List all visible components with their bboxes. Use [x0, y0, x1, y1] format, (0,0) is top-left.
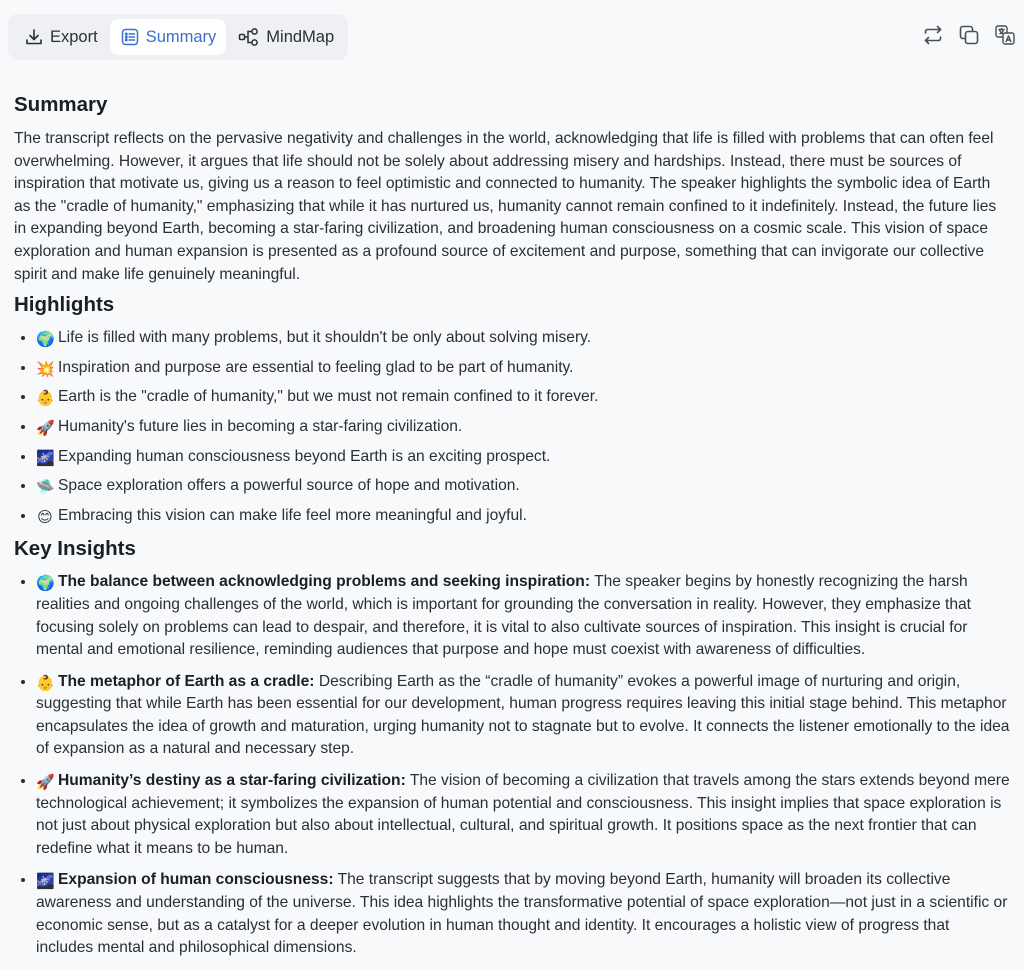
highlight-text: Expanding human consciousness beyond Earth is an exciting prospect. [58, 447, 551, 465]
tab-summary-label: Summary [145, 27, 217, 46]
highlight-text: Humanity's future lies in becoming a star-faring civilization. [58, 417, 463, 435]
insight-heading: Humanity’s destiny as a star-faring civilization: [58, 772, 406, 790]
ufo-icon: 🛸 [36, 479, 55, 497]
insight-heading: The balance between acknowledging problems and seeking inspiration: [58, 573, 591, 591]
view-toolbar [8, 14, 348, 60]
insight-item [36, 770, 1010, 860]
refresh-icon[interactable] [922, 24, 944, 46]
highlight-text: Life is filled with many problems, but it shouldn't be only about solving misery. [58, 329, 592, 347]
baby-icon: 👶 [36, 390, 55, 408]
tab-export[interactable] [14, 19, 108, 55]
insight-text: The vision of becoming a civilization that travels among the stars extends beyond mere technological achievement; it symbolizes the expansion of human potential and consciousness. This insight implies that space exploration is not just about physical exploration but also about intellectual, cultural, and spiritual growth. It positions space as the next frontier that can redefine what it means to be human. [36, 772, 1010, 857]
insight-heading: Expansion of human consciousness: [58, 871, 334, 889]
smile-icon: 😊 [37, 508, 53, 526]
globe-icon: 🌍 [36, 331, 55, 349]
insights-list [14, 571, 1010, 960]
highlights-heading: Highlights [14, 293, 115, 317]
insight-text: The transcript suggests that by moving beyond Earth, humanity will broaden its collective awareness and understanding of the universe. This idea highlights the transformative potential of space exploration—not just in a scientific or economic sense, but as a catalyst for a deeper evolution in human thought and identity. It encourages a holistic view of progress that includes mental and philosophical dimensions. [36, 871, 1008, 957]
insight-item [36, 571, 1010, 661]
summary-text: The transcript reflects on the pervasive negativity and challenges in the world, acknowledging that life is filled with problems that can often feel overwhelming. However, it argues that life should not be solely about addressing misery and hardships. Instead, there must be sources of inspiration that motivate us, giving us a reason to feel optimistic and connected to humanity. The speaker highlights the symbolic idea of Earth as the "cradle of humanity," emphasizing that while it has nurtured us, humanity cannot remain confined to it indefinitely. Instead, the future lies in expanding beyond Earth, becoming a star-faring civilization, and broadening human consciousness on a cosmic scale. This vision of space exploration and human expansion is presented as a profound source of excitement and purpose, something that can invigorate our collective spirit and make life genuinely meaningful. [14, 130, 997, 283]
insight-item [36, 671, 1010, 761]
highlight-item [36, 505, 1010, 528]
tab-summary[interactable] [110, 19, 227, 55]
list-icon [120, 27, 140, 47]
highlight-item [36, 327, 1010, 350]
tab-mindmap[interactable] [228, 19, 344, 55]
highlight-item [36, 357, 1010, 380]
rocket-icon: 🚀 [36, 419, 55, 437]
action-icons [922, 24, 1016, 46]
highlights-list [14, 327, 1010, 527]
download-icon [24, 27, 44, 47]
mindmap-icon [238, 27, 260, 47]
highlight-item [36, 416, 1010, 439]
galaxy-icon: 🌌 [36, 873, 55, 891]
copy-icon[interactable] [958, 24, 980, 46]
insight-item [36, 869, 1010, 959]
galaxy-icon: 🌌 [36, 449, 55, 467]
sparkle-icon: 💥 [36, 360, 55, 378]
globe-icon: 🌍 [36, 575, 55, 593]
baby-icon: 👶 [36, 674, 55, 692]
insights-heading: Key Insights [14, 537, 136, 561]
insight-text: Describing Earth as the “cradle of humanity” evokes a powerful image of nurturing and origin, suggesting that while Earth has been essential for our development, human progress requires leaving this initial stage behind. This metaphor encapsulates the idea of growth and maturation, urging humanity not to stagnate but to evolve. It connects the listener emotionally to the idea of expansion as a natural and necessary step. [36, 672, 1010, 758]
insight-heading: The metaphor of Earth as a cradle: [58, 672, 315, 690]
summary-panel [14, 90, 1010, 969]
tab-mindmap-label: MindMap [266, 27, 335, 46]
tab-export-label: Export [50, 27, 98, 46]
highlight-item [36, 386, 1010, 409]
insight-text: The speaker begins by honestly recognizing the harsh realities and ongoing challenges of the world, which is important for grounding the conversation in reality. However, they emphasize that focusing solely on problems can lead to despair, and therefore, it is vital to also cultivate sources of inspiration. This insight is crucial for mental and emotional resilience, reminding audiences that purpose and hope must coexist with awareness of difficulties. [36, 573, 971, 659]
highlight-item [36, 475, 1010, 498]
highlight-text: Space exploration offers a powerful source of hope and motivation. [58, 477, 520, 495]
highlight-text: Inspiration and purpose are essential to feeling glad to be part of humanity. [58, 358, 574, 376]
rocket-icon: 🚀 [36, 774, 55, 792]
translate-icon[interactable] [994, 24, 1016, 46]
summary-heading: Summary [14, 93, 108, 116]
highlight-text: Earth is the "cradle of humanity," but we must not remain confined to it forever. [58, 388, 599, 406]
highlight-item [36, 446, 1010, 469]
highlight-text: Embracing this vision can make life feel more meaningful and joyful. [58, 506, 527, 524]
